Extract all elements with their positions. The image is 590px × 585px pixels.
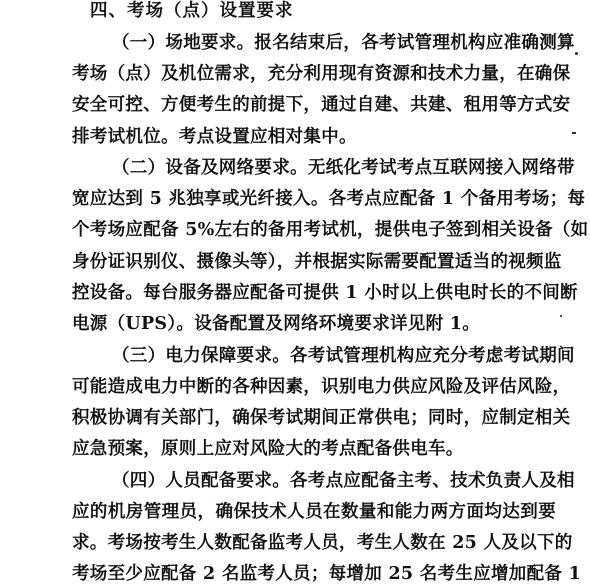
scan-speck <box>575 52 578 55</box>
paragraph-3-line-2: 可能造成电力中断的各种因素，识别电力供应风险及评估风险， <box>72 377 571 397</box>
paragraph-1-line-3: 安全可控、方便考生的前提下，通过自建、共建、租用等方式安 <box>72 95 571 115</box>
paragraph-1-label: （一）场地要求。 <box>112 33 255 53</box>
paragraph-2-line-2: 宽应达到 5 兆独享或光纤接入。各考点应配备 1 个备用考场；每 <box>72 189 586 209</box>
paragraph-1-text: 报名结束后，各考试管理机构应准确测算 <box>254 33 575 53</box>
paragraph-4-line-3: 求。考场按考生人数配备监考人员，考生人数在 25 人及以下的 <box>72 533 573 553</box>
paragraph-2-label: （二）设备及网络要求。 <box>112 158 308 178</box>
paragraph-4-text: 各考点应配备主考、技术负责人及相 <box>290 471 575 491</box>
paragraph-3-label: （三）电力保障要求。 <box>112 346 290 366</box>
paragraph-1-line-1 <box>0 32 590 54</box>
paragraph-4-line-1 <box>0 470 590 492</box>
section-heading: 四、考场（点）设置要求 <box>90 1 294 21</box>
scan-speck <box>572 132 576 134</box>
paragraph-4-line-2: 应的机房管理员，确保技术人员在数量和能力两方面均达到要 <box>72 502 556 522</box>
paragraph-4-line-4: 考场至少应配备 2 名监考人员；每增加 25 名考生应增加配备 1 <box>72 564 582 584</box>
paragraph-2-text: 无纸化考试考点互联网接入网络带 <box>307 158 575 178</box>
paragraph-2-line-1 <box>0 157 590 179</box>
paragraph-3-text: 各考试管理机构应充分考虑考试期间 <box>290 346 575 366</box>
paragraph-1-line-4: 排考试机位。考点设置应相对集中。 <box>72 127 357 147</box>
paragraph-2-line-3: 个考场应配备 5%左右的备用考试机，提供电子签到相关设备（如 <box>72 220 589 240</box>
paragraph-3-line-4: 应急预案，原则上应对风险大的考点配备供电车。 <box>72 439 464 459</box>
paragraph-2-line-5: 控设备。每台服务器应配备可提供 1 小时以上供电时长的不间断 <box>72 283 578 303</box>
paragraph-3-line-1 <box>0 345 590 367</box>
scan-speck <box>560 315 562 317</box>
paragraph-1-line-2: 考场（点）及机位需求，充分利用现有资源和技术力量，在确保 <box>72 64 571 84</box>
paragraph-4-label: （四）人员配备要求。 <box>112 471 290 491</box>
paragraph-2-line-4: 身份证识别仪、摄像头等），并根据实际需要配置适当的视频监 <box>72 252 562 272</box>
paragraph-3-line-3: 积极协调有关部门，确保考试期间正常供电；同时，应制定相关 <box>72 408 571 428</box>
paragraph-2-line-6: 电源（UPS）。设备配置及网络环境要求详见附 1。 <box>72 314 481 334</box>
